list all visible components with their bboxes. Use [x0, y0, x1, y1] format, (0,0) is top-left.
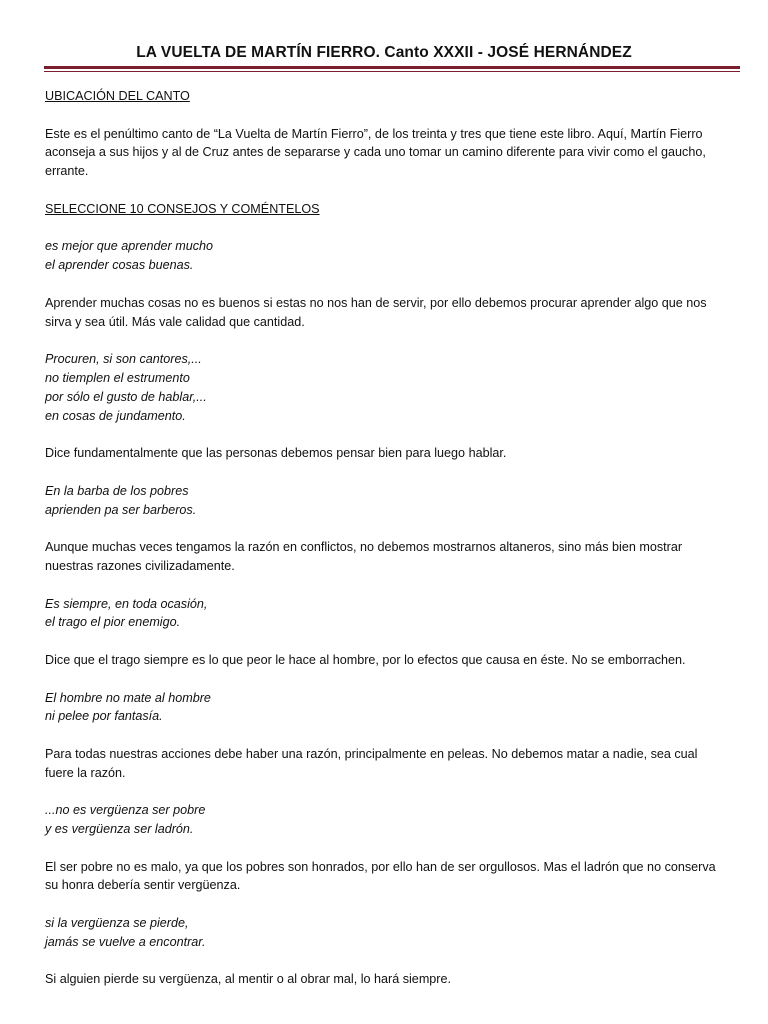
advice-comment: Dice fundamentalmente que las personas debemos pensar bien para luego hablar.: [45, 446, 507, 461]
title-rule-thick: [44, 66, 740, 69]
verse-line: el aprender cosas buenas.: [45, 258, 194, 273]
advice-comment: Aprender muchas cosas no es buenos si estas no nos han de servir, por ello debemos procurar aprender algo que nos sirva y sea útil. Más vale calidad que cantidad.: [45, 295, 707, 329]
verse-line: Procuren, si son cantores,...: [45, 352, 202, 367]
verse-line: ...no es vergüenza ser pobre: [45, 803, 206, 818]
advice-comment: Para todas nuestras acciones debe haber una razón, principalmente en peleas. No debemos matar a nadie, sea cual fuere la razón.: [45, 746, 698, 780]
section-heading-location: UBICACIÓN DEL CANTO: [45, 89, 190, 103]
document-body: [45, 87, 725, 1008]
title-rule-thin: [44, 71, 740, 72]
verse-stanza: [45, 350, 725, 425]
advice-comment: Dice que el trago siempre es lo que peor le hace al hombre, por lo efectos que causa en éste. No se emborrachen.: [45, 652, 686, 667]
verse-line: El hombre no mate al hombre: [45, 690, 211, 705]
advice-comment: Aunque muchas veces tengamos la razón en conflictos, no debemos mostrarnos altaneros, sino más bien mostrar nuestras razones civilizadamente.: [45, 540, 683, 573]
verse-line: si la vergüenza se pierde,: [45, 916, 189, 931]
verse-line: ni pelee por fantasía.: [45, 709, 163, 724]
verse-line: En la barba de los pobres: [45, 483, 189, 498]
verse-line: aprienden pa ser barberos.: [45, 502, 197, 517]
advice-comment: El ser pobre no es malo, ya que los pobres son honrados, por ello han de ser orgullosos. Mas el ladrón que no conserva su honra debería sentir vergüenza.: [45, 859, 716, 893]
verse-line: por sólo el gusto de hablar,...: [45, 389, 207, 404]
verse-stanza: [45, 914, 725, 952]
verse-line: no tiemplen el estrumento: [45, 370, 190, 385]
document-title: LA VUELTA DE MARTÍN FIERRO. Canto XXXII - JOSÉ HERNÁNDEZ: [136, 44, 632, 61]
verse-line: jamás se vuelve a encontrar.: [45, 934, 206, 949]
verse-stanza: [45, 237, 725, 275]
verse-line: es mejor que aprender mucho: [45, 239, 214, 254]
section-heading-advice: SELECCIONE 10 CONSEJOS Y COMÉNTELOS: [45, 201, 320, 216]
verse-line: el trago el pior enemigo.: [45, 615, 181, 630]
verse-line: y es vergüenza ser ladrón.: [45, 822, 194, 837]
verse-line: Es siempre, en toda ocasión,: [45, 596, 208, 611]
location-paragraph: Este es el penúltimo canto de “La Vuelta de Martín Fierro”, de los treinta y tres que tiene este libro. Aquí, Martín Fierro aconseja a sus hijos y al de Cruz antes de separarse y cada uno tomar un camino diferente para vivir como el gaucho, errante.: [45, 126, 706, 179]
verse-stanza: [45, 689, 725, 727]
verse-line: en cosas de jundamento.: [45, 408, 186, 423]
advice-comment: Si alguien pierde su vergüenza, al mentir o al obrar mal, lo hará siempre.: [45, 972, 452, 987]
verse-stanza: [45, 801, 725, 839]
verse-stanza: [45, 595, 725, 633]
verse-stanza: [45, 482, 725, 520]
